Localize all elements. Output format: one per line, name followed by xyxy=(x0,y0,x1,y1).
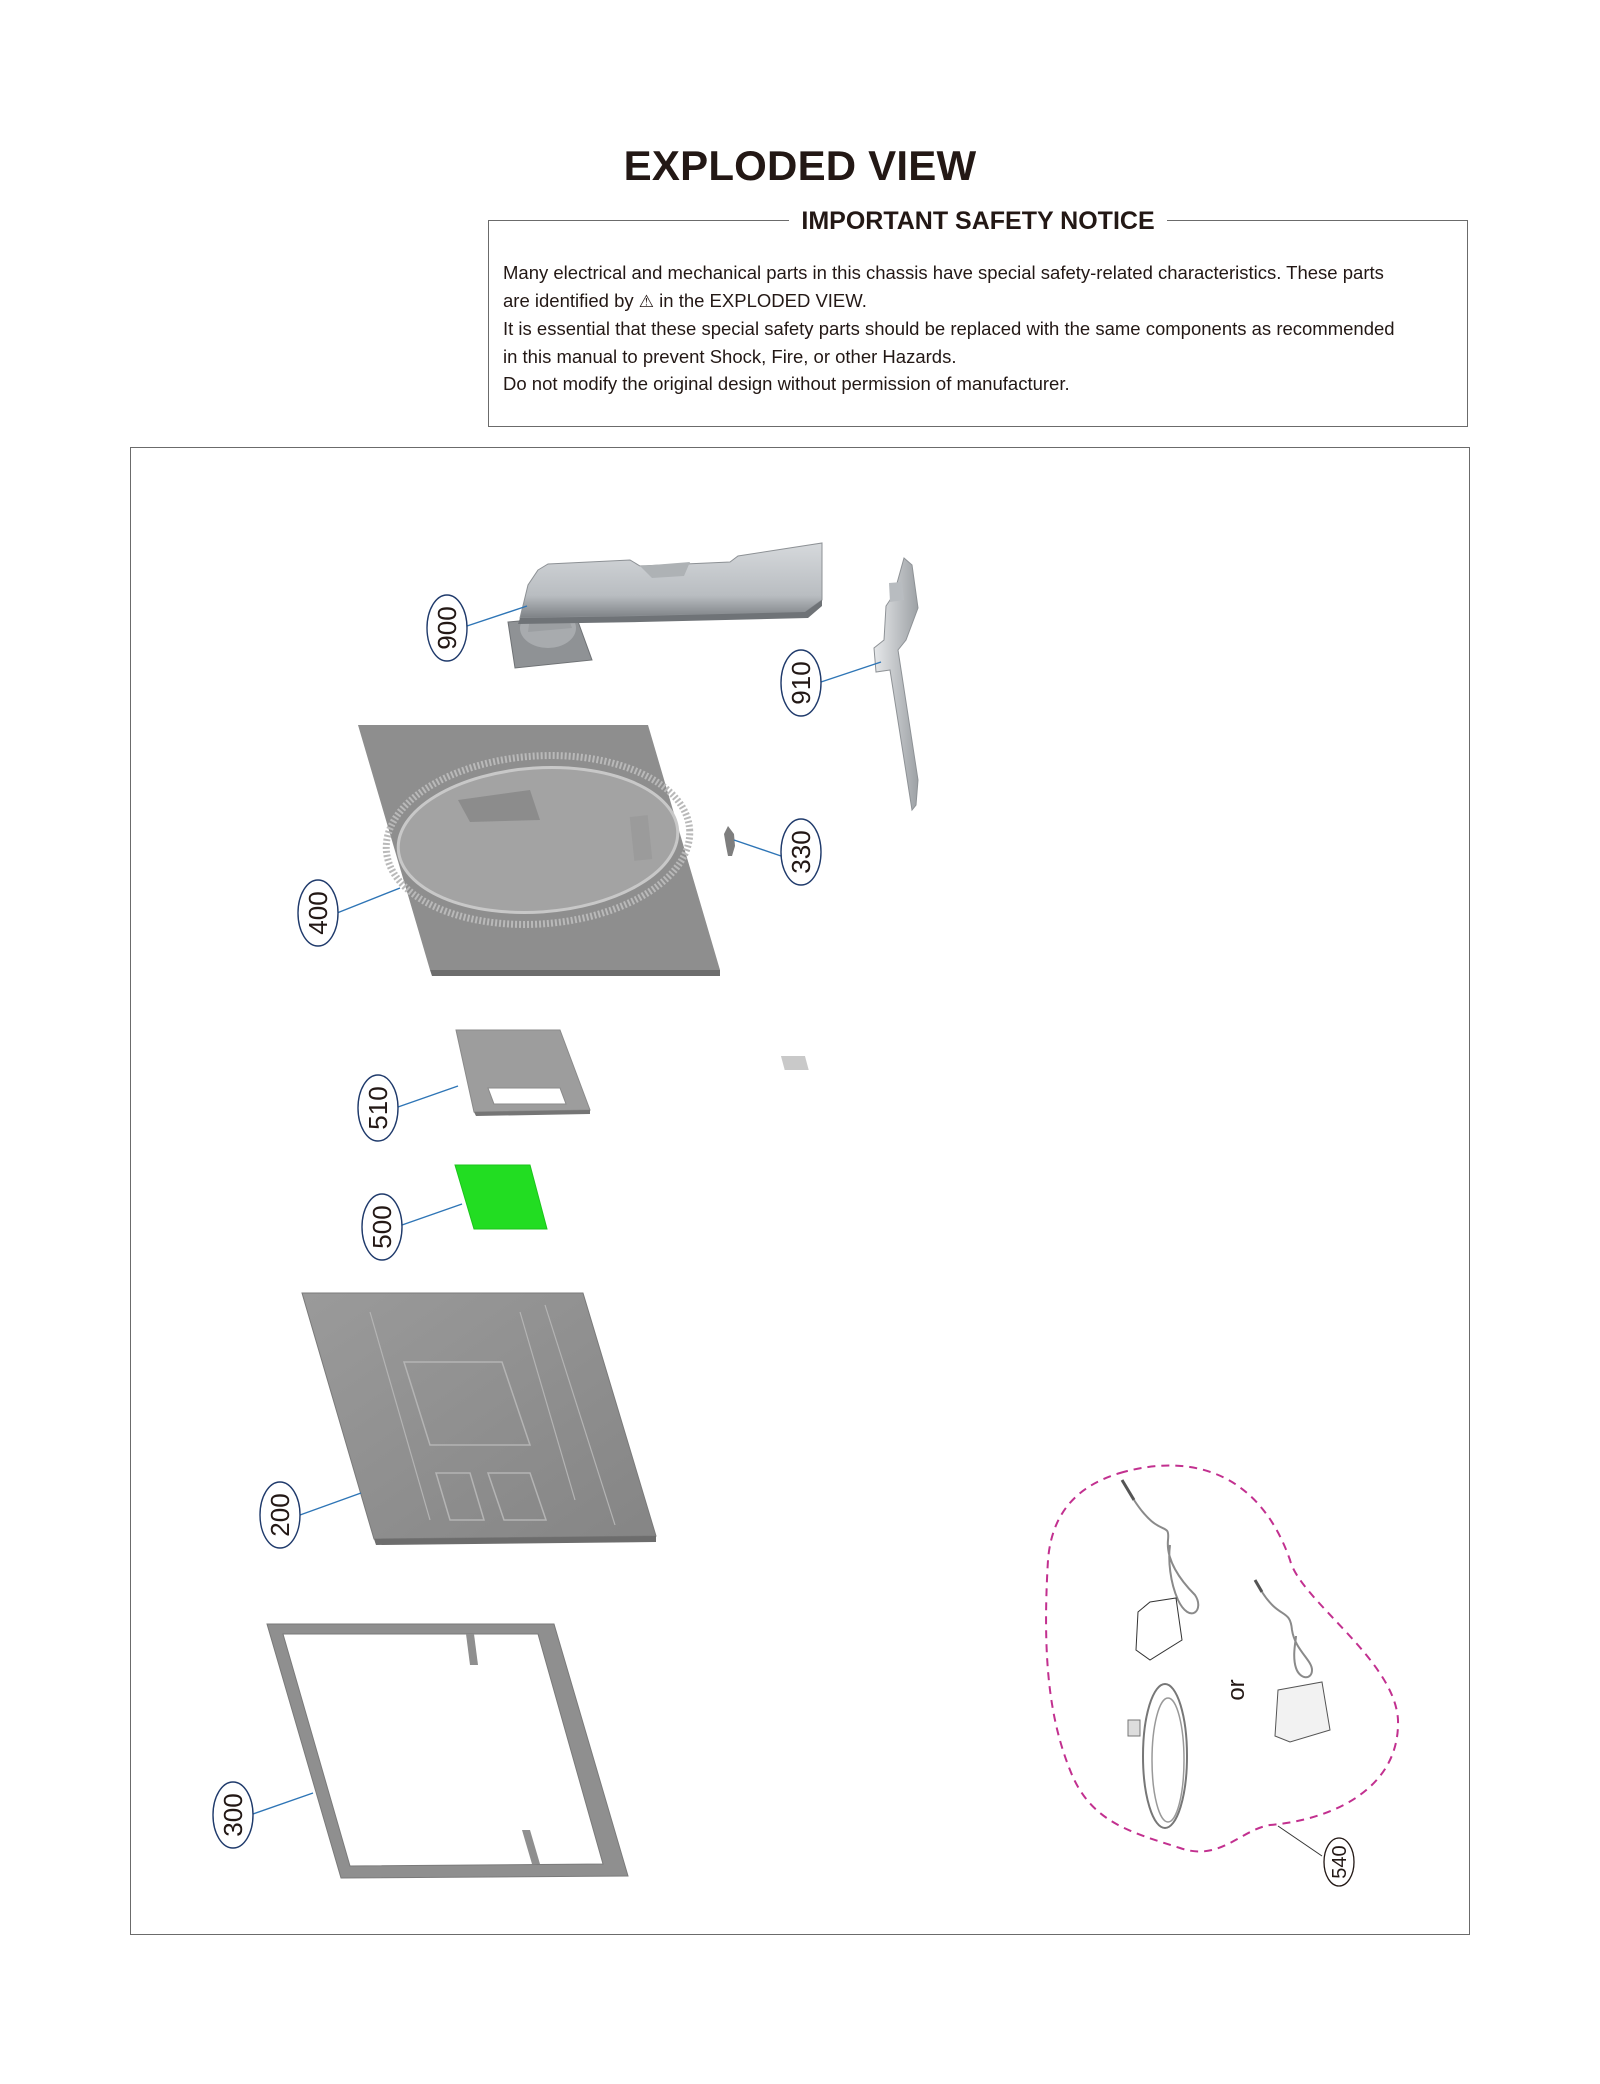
notice-line-2-start: are identified by xyxy=(503,289,639,311)
callout-540-label: 540 xyxy=(1329,1845,1351,1879)
part-540-adapter-group xyxy=(1046,1465,1398,1851)
callout-510-label: 510 xyxy=(363,1086,393,1130)
callout-400-label: 400 xyxy=(303,891,333,935)
notice-line-5: Do not modify the original design without permission of manufacturer. xyxy=(503,373,1070,394)
callout-900-label: 900 xyxy=(432,606,462,650)
part-330-small-bracket xyxy=(724,826,735,856)
notice-line-4: in this manual to prevent Shock, Fire, or other Hazards. xyxy=(503,345,957,367)
warning-triangle-icon: ⚠ xyxy=(638,291,655,311)
callout-200 xyxy=(260,1482,361,1548)
part-510-shield xyxy=(456,1030,809,1116)
wall-adapter-icon xyxy=(1255,1580,1330,1742)
callout-540 xyxy=(1278,1826,1354,1886)
callout-300-label: 300 xyxy=(218,1793,248,1837)
part-400-back-cover xyxy=(358,725,720,976)
brick-adapter-icon xyxy=(1122,1480,1198,1660)
notice-line-1: Many electrical and mechanical parts in this chassis have special safety-related characteristics. These parts xyxy=(503,262,1384,283)
callout-910 xyxy=(781,650,881,716)
callout-510 xyxy=(358,1075,458,1141)
callout-500 xyxy=(362,1194,462,1260)
part-900-stand-body xyxy=(508,543,822,668)
callout-330-label: 330 xyxy=(786,830,816,874)
callout-910-label: 910 xyxy=(786,661,816,705)
safety-notice-heading: IMPORTANT SAFETY NOTICE xyxy=(789,207,1166,235)
page-title: EXPLODED VIEW xyxy=(623,142,977,189)
adapter-or-text: or xyxy=(1223,1679,1250,1701)
notice-line-3: It is essential that these special safety parts should be replaced with the same components as recommended xyxy=(503,318,1395,339)
part-500-main-board xyxy=(455,1165,547,1229)
callout-330 xyxy=(734,819,821,885)
part-910-stand-base xyxy=(874,558,918,810)
callout-300 xyxy=(213,1782,313,1848)
callout-400 xyxy=(298,880,400,946)
part-300-middle-frame xyxy=(267,1624,628,1878)
callout-200-label: 200 xyxy=(265,1493,295,1537)
notice-line-2-end: in the EXPLODED VIEW. xyxy=(654,289,867,311)
part-200-back-plate xyxy=(302,1293,656,1545)
callout-500-label: 500 xyxy=(367,1205,397,1249)
power-cord-icon xyxy=(1128,1684,1187,1828)
